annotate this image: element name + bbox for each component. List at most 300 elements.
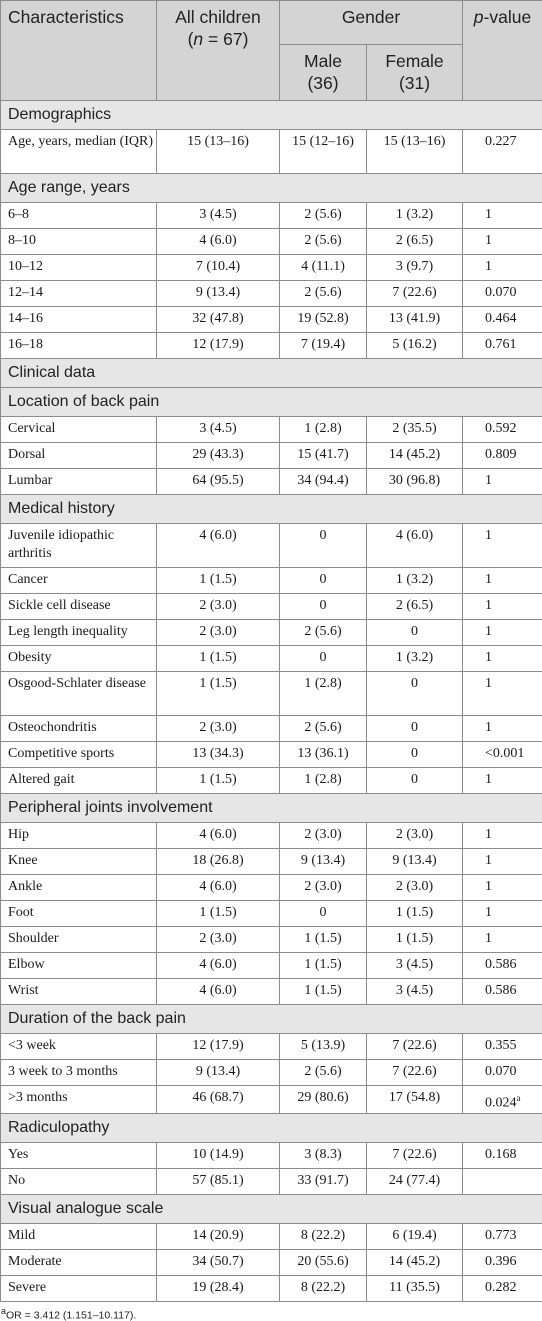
row-label bbox=[1, 255, 157, 281]
cell-all-children-text: 12 (17.9) bbox=[192, 1038, 243, 1053]
cell-female-text: 13 (41.9) bbox=[389, 311, 440, 326]
cell-all-children-text: 4 (6.0) bbox=[199, 957, 236, 972]
cell-all-children-text: 1 (1.5) bbox=[199, 772, 236, 787]
cell-pvalue bbox=[463, 1168, 542, 1194]
cell-female-text: 0 bbox=[411, 772, 418, 787]
cell-male bbox=[280, 953, 367, 979]
table-body bbox=[1, 101, 542, 1302]
cell-pvalue-text: 0.355 bbox=[485, 1038, 517, 1053]
cell-all-children-text: 1 (1.5) bbox=[199, 650, 236, 665]
cell-all-children-text: 12 (17.9) bbox=[192, 337, 243, 352]
cell-pvalue bbox=[463, 469, 542, 495]
cell-all-children bbox=[157, 281, 280, 307]
cell-male bbox=[280, 875, 367, 901]
section-row bbox=[1, 495, 542, 524]
row-label bbox=[1, 130, 157, 174]
row-label bbox=[1, 594, 157, 620]
cell-pvalue-text: 1 bbox=[485, 572, 492, 587]
cell-male-text: 19 (52.8) bbox=[297, 311, 348, 326]
cell-male bbox=[280, 742, 367, 768]
cell-pvalue-text: 1 bbox=[485, 879, 492, 894]
cell-male-text: 1 (2.8) bbox=[304, 676, 341, 691]
row-label-text: Wrist bbox=[8, 983, 39, 998]
row-label bbox=[1, 1223, 157, 1249]
cell-female bbox=[367, 716, 463, 742]
row-label bbox=[1, 646, 157, 672]
cell-female-text: 17 (54.8) bbox=[389, 1090, 440, 1105]
header-female-label: Female bbox=[385, 51, 443, 71]
cell-all-children-text: 64 (95.5) bbox=[192, 473, 243, 488]
cell-pvalue-text: 1 bbox=[485, 827, 492, 842]
cell-male bbox=[280, 203, 367, 229]
table-row bbox=[1, 672, 542, 716]
row-label-text: 8–10 bbox=[8, 233, 36, 248]
cell-all-children bbox=[157, 203, 280, 229]
cell-all-children bbox=[157, 307, 280, 333]
cell-pvalue bbox=[463, 443, 542, 469]
cell-all-children-text: 1 (1.5) bbox=[199, 905, 236, 920]
row-label-text: 14–16 bbox=[8, 311, 43, 326]
cell-male-text: 29 (80.6) bbox=[297, 1090, 348, 1105]
cell-pvalue bbox=[463, 568, 542, 594]
cell-female bbox=[367, 1142, 463, 1168]
cell-all-children bbox=[157, 672, 280, 716]
cell-all-children bbox=[157, 901, 280, 927]
cell-all-children-text: 2 (3.0) bbox=[199, 624, 236, 639]
cell-female-text: 1 (3.2) bbox=[396, 572, 433, 587]
cell-male bbox=[280, 823, 367, 849]
cell-male-text: 2 (5.6) bbox=[304, 624, 341, 639]
cell-female bbox=[367, 307, 463, 333]
section-row bbox=[1, 174, 542, 203]
row-label-text: Competitive sports bbox=[8, 746, 114, 761]
row-label bbox=[1, 524, 157, 568]
table-row bbox=[1, 333, 542, 359]
section-row bbox=[1, 101, 542, 130]
cell-pvalue-text: 0.592 bbox=[485, 421, 517, 436]
cell-all-children bbox=[157, 255, 280, 281]
row-label-text: Moderate bbox=[8, 1254, 62, 1269]
cell-female bbox=[367, 1034, 463, 1060]
cell-female bbox=[367, 620, 463, 646]
cell-pvalue bbox=[463, 1275, 542, 1301]
cell-female bbox=[367, 130, 463, 174]
cell-pvalue-text: 1 bbox=[485, 905, 492, 920]
row-label bbox=[1, 768, 157, 794]
table-row bbox=[1, 875, 542, 901]
row-label bbox=[1, 927, 157, 953]
table-row bbox=[1, 203, 542, 229]
table-row bbox=[1, 1223, 542, 1249]
row-label-text: 6–8 bbox=[8, 207, 29, 222]
cell-all-children bbox=[157, 333, 280, 359]
cell-all-children-text: 46 (68.7) bbox=[192, 1090, 243, 1105]
cell-pvalue bbox=[463, 620, 542, 646]
cell-female bbox=[367, 203, 463, 229]
cell-pvalue-text: 0.070 bbox=[485, 1064, 517, 1079]
cell-pvalue-text: 1 bbox=[485, 259, 492, 274]
row-label bbox=[1, 568, 157, 594]
row-label bbox=[1, 229, 157, 255]
row-label-text: Osgood-Schlater disease bbox=[8, 676, 146, 691]
cell-all-children-text: 4 (6.0) bbox=[199, 983, 236, 998]
table-row bbox=[1, 469, 542, 495]
cell-pvalue bbox=[463, 524, 542, 568]
cell-all-children bbox=[157, 768, 280, 794]
cell-all-children bbox=[157, 1142, 280, 1168]
cell-pvalue bbox=[463, 1142, 542, 1168]
cell-pvalue-text: 1 bbox=[485, 598, 492, 613]
cell-all-children bbox=[157, 1249, 280, 1275]
cell-all-children bbox=[157, 1168, 280, 1194]
cell-female-text: 1 (3.2) bbox=[396, 207, 433, 222]
cell-pvalue-text: 0.282 bbox=[485, 1280, 517, 1295]
cell-male bbox=[280, 130, 367, 174]
section-title: Radiculopathy bbox=[1, 1113, 542, 1142]
cell-all-children-text: 2 (3.0) bbox=[199, 598, 236, 613]
cell-pvalue-text: 1 bbox=[485, 772, 492, 787]
cell-pvalue bbox=[463, 742, 542, 768]
footnote bbox=[0, 1302, 542, 1321]
section-row bbox=[1, 1005, 542, 1034]
cell-female-text: 2 (35.5) bbox=[392, 421, 436, 436]
row-label-text: 16–18 bbox=[8, 337, 43, 352]
cell-pvalue-text: <0.001 bbox=[485, 746, 524, 761]
cell-pvalue-text: 1 bbox=[485, 473, 492, 488]
table-row bbox=[1, 568, 542, 594]
cell-pvalue bbox=[463, 307, 542, 333]
row-label bbox=[1, 1168, 157, 1194]
section-title: Age range, years bbox=[1, 174, 542, 203]
cell-male bbox=[280, 1168, 367, 1194]
cell-pvalue-text: 0.586 bbox=[485, 957, 517, 972]
cell-male bbox=[280, 469, 367, 495]
cell-all-children bbox=[157, 646, 280, 672]
cell-pvalue-text: 0.396 bbox=[485, 1254, 517, 1269]
row-label-text: 10–12 bbox=[8, 259, 43, 274]
cell-female-text: 3 (4.5) bbox=[396, 957, 433, 972]
table-row bbox=[1, 1086, 542, 1114]
cell-pvalue bbox=[463, 203, 542, 229]
cell-all-children-text: 9 (13.4) bbox=[196, 1064, 240, 1079]
cell-male-text: 8 (22.2) bbox=[301, 1280, 345, 1295]
cell-all-children bbox=[157, 620, 280, 646]
cell-pvalue bbox=[463, 875, 542, 901]
cell-female bbox=[367, 1275, 463, 1301]
table-row bbox=[1, 594, 542, 620]
cell-female-text: 30 (96.8) bbox=[389, 473, 440, 488]
cell-pvalue bbox=[463, 1034, 542, 1060]
row-label-text: Yes bbox=[8, 1147, 28, 1162]
cell-pvalue-text: 1 bbox=[485, 676, 492, 691]
header-all-children bbox=[157, 1, 280, 101]
cell-male-text: 15 (41.7) bbox=[297, 447, 348, 462]
row-label-text: Sickle cell disease bbox=[8, 598, 111, 613]
footnote-text: OR = 3.412 (1.151–10.117). bbox=[6, 1309, 136, 1321]
cell-female bbox=[367, 1168, 463, 1194]
table-row bbox=[1, 1249, 542, 1275]
section-title: Peripheral joints involvement bbox=[1, 794, 542, 823]
cell-female-text: 3 (9.7) bbox=[396, 259, 433, 274]
cell-all-children bbox=[157, 469, 280, 495]
cell-male bbox=[280, 524, 367, 568]
cell-female-text: 1 (3.2) bbox=[396, 650, 433, 665]
row-label bbox=[1, 307, 157, 333]
cell-pvalue-text: 1 bbox=[485, 853, 492, 868]
row-label-text: Shoulder bbox=[8, 931, 59, 946]
row-label bbox=[1, 443, 157, 469]
cell-male bbox=[280, 620, 367, 646]
cell-all-children-text: 18 (26.8) bbox=[192, 853, 243, 868]
section-row bbox=[1, 359, 542, 388]
cell-all-children-text: 1 (1.5) bbox=[199, 676, 236, 691]
cell-pvalue bbox=[463, 672, 542, 716]
cell-male-text: 3 (8.3) bbox=[304, 1147, 341, 1162]
cell-pvalue-text: 0.024 bbox=[485, 1096, 517, 1111]
cell-male bbox=[280, 927, 367, 953]
cell-male bbox=[280, 1142, 367, 1168]
cell-pvalue bbox=[463, 417, 542, 443]
cell-female bbox=[367, 953, 463, 979]
cell-pvalue-text: 1 bbox=[485, 207, 492, 222]
cell-male-text: 1 (1.5) bbox=[304, 957, 341, 972]
cell-pvalue bbox=[463, 927, 542, 953]
cell-all-children bbox=[157, 716, 280, 742]
cell-male bbox=[280, 672, 367, 716]
pvalue-footnote-marker: a bbox=[517, 1093, 521, 1103]
header-all-n-italic: n bbox=[193, 29, 203, 49]
cell-female-text: 7 (22.6) bbox=[392, 285, 436, 300]
cell-female-text: 5 (16.2) bbox=[392, 337, 436, 352]
cell-male bbox=[280, 849, 367, 875]
cell-pvalue-text: 1 bbox=[485, 233, 492, 248]
cell-pvalue bbox=[463, 768, 542, 794]
cell-female bbox=[367, 333, 463, 359]
row-label-text: Ankle bbox=[8, 879, 42, 894]
cell-female bbox=[367, 672, 463, 716]
row-label-text: No bbox=[8, 1173, 25, 1188]
table-row bbox=[1, 620, 542, 646]
table-row bbox=[1, 443, 542, 469]
cell-male bbox=[280, 594, 367, 620]
cell-female-text: 14 (45.2) bbox=[389, 447, 440, 462]
cell-female bbox=[367, 742, 463, 768]
cell-female-text: 7 (22.6) bbox=[392, 1038, 436, 1053]
cell-male-text: 0 bbox=[320, 528, 327, 543]
row-label bbox=[1, 469, 157, 495]
cell-male bbox=[280, 568, 367, 594]
cell-all-children-text: 29 (43.3) bbox=[192, 447, 243, 462]
header-all-children-label: All children bbox=[175, 7, 261, 27]
cell-male bbox=[280, 1060, 367, 1086]
row-label-text: Juvenile idiopathic arthritis bbox=[8, 528, 114, 561]
header-male-label: Male bbox=[304, 51, 342, 71]
cell-pvalue bbox=[463, 130, 542, 174]
cell-male bbox=[280, 417, 367, 443]
section-title: Medical history bbox=[1, 495, 542, 524]
cell-female-text: 1 (1.5) bbox=[396, 931, 433, 946]
table-row bbox=[1, 1142, 542, 1168]
cell-all-children bbox=[157, 1223, 280, 1249]
header-characteristics: Characteristics bbox=[1, 1, 157, 101]
table-row bbox=[1, 646, 542, 672]
cell-male-text: 2 (5.6) bbox=[304, 233, 341, 248]
cell-male-text: 2 (3.0) bbox=[304, 879, 341, 894]
row-label-text: Osteochondritis bbox=[8, 720, 97, 735]
row-label-text: Hip bbox=[8, 827, 29, 842]
cell-all-children bbox=[157, 443, 280, 469]
cell-all-children bbox=[157, 979, 280, 1005]
cell-female-text: 24 (77.4) bbox=[389, 1173, 440, 1188]
row-label bbox=[1, 953, 157, 979]
row-label bbox=[1, 1249, 157, 1275]
cell-female bbox=[367, 229, 463, 255]
section-row bbox=[1, 794, 542, 823]
cell-all-children-text: 9 (13.4) bbox=[196, 285, 240, 300]
cell-male-text: 0 bbox=[320, 572, 327, 587]
cell-all-children-text: 10 (14.9) bbox=[192, 1147, 243, 1162]
cell-female-text: 14 (45.2) bbox=[389, 1254, 440, 1269]
cell-female bbox=[367, 524, 463, 568]
cell-all-children bbox=[157, 953, 280, 979]
cell-all-children bbox=[157, 229, 280, 255]
cell-male-text: 5 (13.9) bbox=[301, 1038, 345, 1053]
cell-male bbox=[280, 333, 367, 359]
cell-female-text: 11 (35.5) bbox=[389, 1280, 440, 1295]
cell-male-text: 34 (94.4) bbox=[297, 473, 348, 488]
row-label-text: Severe bbox=[8, 1280, 46, 1295]
cell-all-children-text: 34 (50.7) bbox=[192, 1254, 243, 1269]
row-label bbox=[1, 979, 157, 1005]
cell-male-text: 0 bbox=[320, 598, 327, 613]
cell-pvalue bbox=[463, 255, 542, 281]
table-header bbox=[1, 1, 542, 101]
cell-male-text: 7 (19.4) bbox=[301, 337, 345, 352]
cell-female bbox=[367, 469, 463, 495]
cell-all-children bbox=[157, 1034, 280, 1060]
cell-female-text: 9 (13.4) bbox=[392, 853, 436, 868]
table-row bbox=[1, 1060, 542, 1086]
section-title: Demographics bbox=[1, 101, 542, 130]
cell-male bbox=[280, 229, 367, 255]
cell-female bbox=[367, 849, 463, 875]
cell-male-text: 2 (5.6) bbox=[304, 720, 341, 735]
cell-all-children bbox=[157, 927, 280, 953]
cell-pvalue-text: 0.464 bbox=[485, 311, 517, 326]
row-label-text: Lumbar bbox=[8, 473, 52, 488]
cell-female-text: 0 bbox=[411, 720, 418, 735]
section-row bbox=[1, 388, 542, 417]
section-title: Location of back pain bbox=[1, 388, 542, 417]
cell-male bbox=[280, 307, 367, 333]
cell-male bbox=[280, 901, 367, 927]
row-label bbox=[1, 417, 157, 443]
cell-pvalue-text: 0.773 bbox=[485, 1228, 517, 1243]
cell-all-children-text: 19 (28.4) bbox=[192, 1280, 243, 1295]
row-label-text: Altered gait bbox=[8, 772, 74, 787]
cell-all-children-text: 4 (6.0) bbox=[199, 827, 236, 842]
row-label bbox=[1, 716, 157, 742]
header-female-n: (31) bbox=[399, 73, 430, 93]
cell-female-text: 7 (22.6) bbox=[392, 1064, 436, 1079]
cell-pvalue-text: 0.070 bbox=[485, 285, 517, 300]
cell-male-text: 9 (13.4) bbox=[301, 853, 345, 868]
cell-all-children bbox=[157, 1060, 280, 1086]
cell-female bbox=[367, 823, 463, 849]
cell-all-children bbox=[157, 849, 280, 875]
cell-all-children bbox=[157, 594, 280, 620]
cell-male-text: 2 (5.6) bbox=[304, 1064, 341, 1079]
cell-pvalue-text: 1 bbox=[485, 528, 492, 543]
cell-all-children-text: 3 (4.5) bbox=[199, 421, 236, 436]
table-row bbox=[1, 524, 542, 568]
header-pvalue-p: p bbox=[474, 7, 484, 27]
row-label-text: Cervical bbox=[8, 421, 55, 436]
cell-male bbox=[280, 1275, 367, 1301]
cell-female-text: 0 bbox=[411, 746, 418, 761]
cell-male-text: 0 bbox=[320, 650, 327, 665]
row-label bbox=[1, 1275, 157, 1301]
cell-pvalue bbox=[463, 281, 542, 307]
cell-all-children-text: 7 (10.4) bbox=[196, 259, 240, 274]
cell-all-children bbox=[157, 875, 280, 901]
cell-all-children bbox=[157, 568, 280, 594]
cell-female bbox=[367, 568, 463, 594]
cell-all-children-text: 3 (4.5) bbox=[199, 207, 236, 222]
cell-all-children bbox=[157, 1086, 280, 1114]
table-row bbox=[1, 417, 542, 443]
row-label bbox=[1, 620, 157, 646]
header-gender: Gender bbox=[280, 1, 463, 45]
cell-male bbox=[280, 1034, 367, 1060]
cell-all-children-text: 57 (85.1) bbox=[192, 1173, 243, 1188]
cell-female bbox=[367, 927, 463, 953]
cell-female bbox=[367, 768, 463, 794]
row-label-text: <3 week bbox=[8, 1038, 56, 1053]
section-row bbox=[1, 1194, 542, 1223]
cell-all-children-text: 13 (34.3) bbox=[192, 746, 243, 761]
cell-female bbox=[367, 875, 463, 901]
cell-female bbox=[367, 443, 463, 469]
header-pvalue-rest: -value bbox=[484, 7, 532, 27]
row-label bbox=[1, 901, 157, 927]
cell-male bbox=[280, 443, 367, 469]
cell-female-text: 2 (3.0) bbox=[396, 827, 433, 842]
section-row bbox=[1, 1113, 542, 1142]
cell-male-text: 8 (22.2) bbox=[301, 1228, 345, 1243]
row-label bbox=[1, 823, 157, 849]
row-label bbox=[1, 203, 157, 229]
table-row bbox=[1, 823, 542, 849]
cell-pvalue bbox=[463, 333, 542, 359]
header-all-n-open: ( bbox=[188, 29, 194, 49]
cell-male-text: 1 (2.8) bbox=[304, 772, 341, 787]
cell-all-children bbox=[157, 130, 280, 174]
cell-pvalue bbox=[463, 594, 542, 620]
cell-female bbox=[367, 1086, 463, 1114]
cell-pvalue bbox=[463, 953, 542, 979]
table-row bbox=[1, 130, 542, 174]
table-row bbox=[1, 927, 542, 953]
cell-all-children-text: 4 (6.0) bbox=[199, 879, 236, 894]
section-title: Duration of the back pain bbox=[1, 1005, 542, 1034]
cell-pvalue-text: 0.809 bbox=[485, 447, 517, 462]
cell-pvalue bbox=[463, 1060, 542, 1086]
cell-pvalue bbox=[463, 1223, 542, 1249]
cell-female bbox=[367, 1249, 463, 1275]
table-row bbox=[1, 849, 542, 875]
cell-all-children bbox=[157, 417, 280, 443]
